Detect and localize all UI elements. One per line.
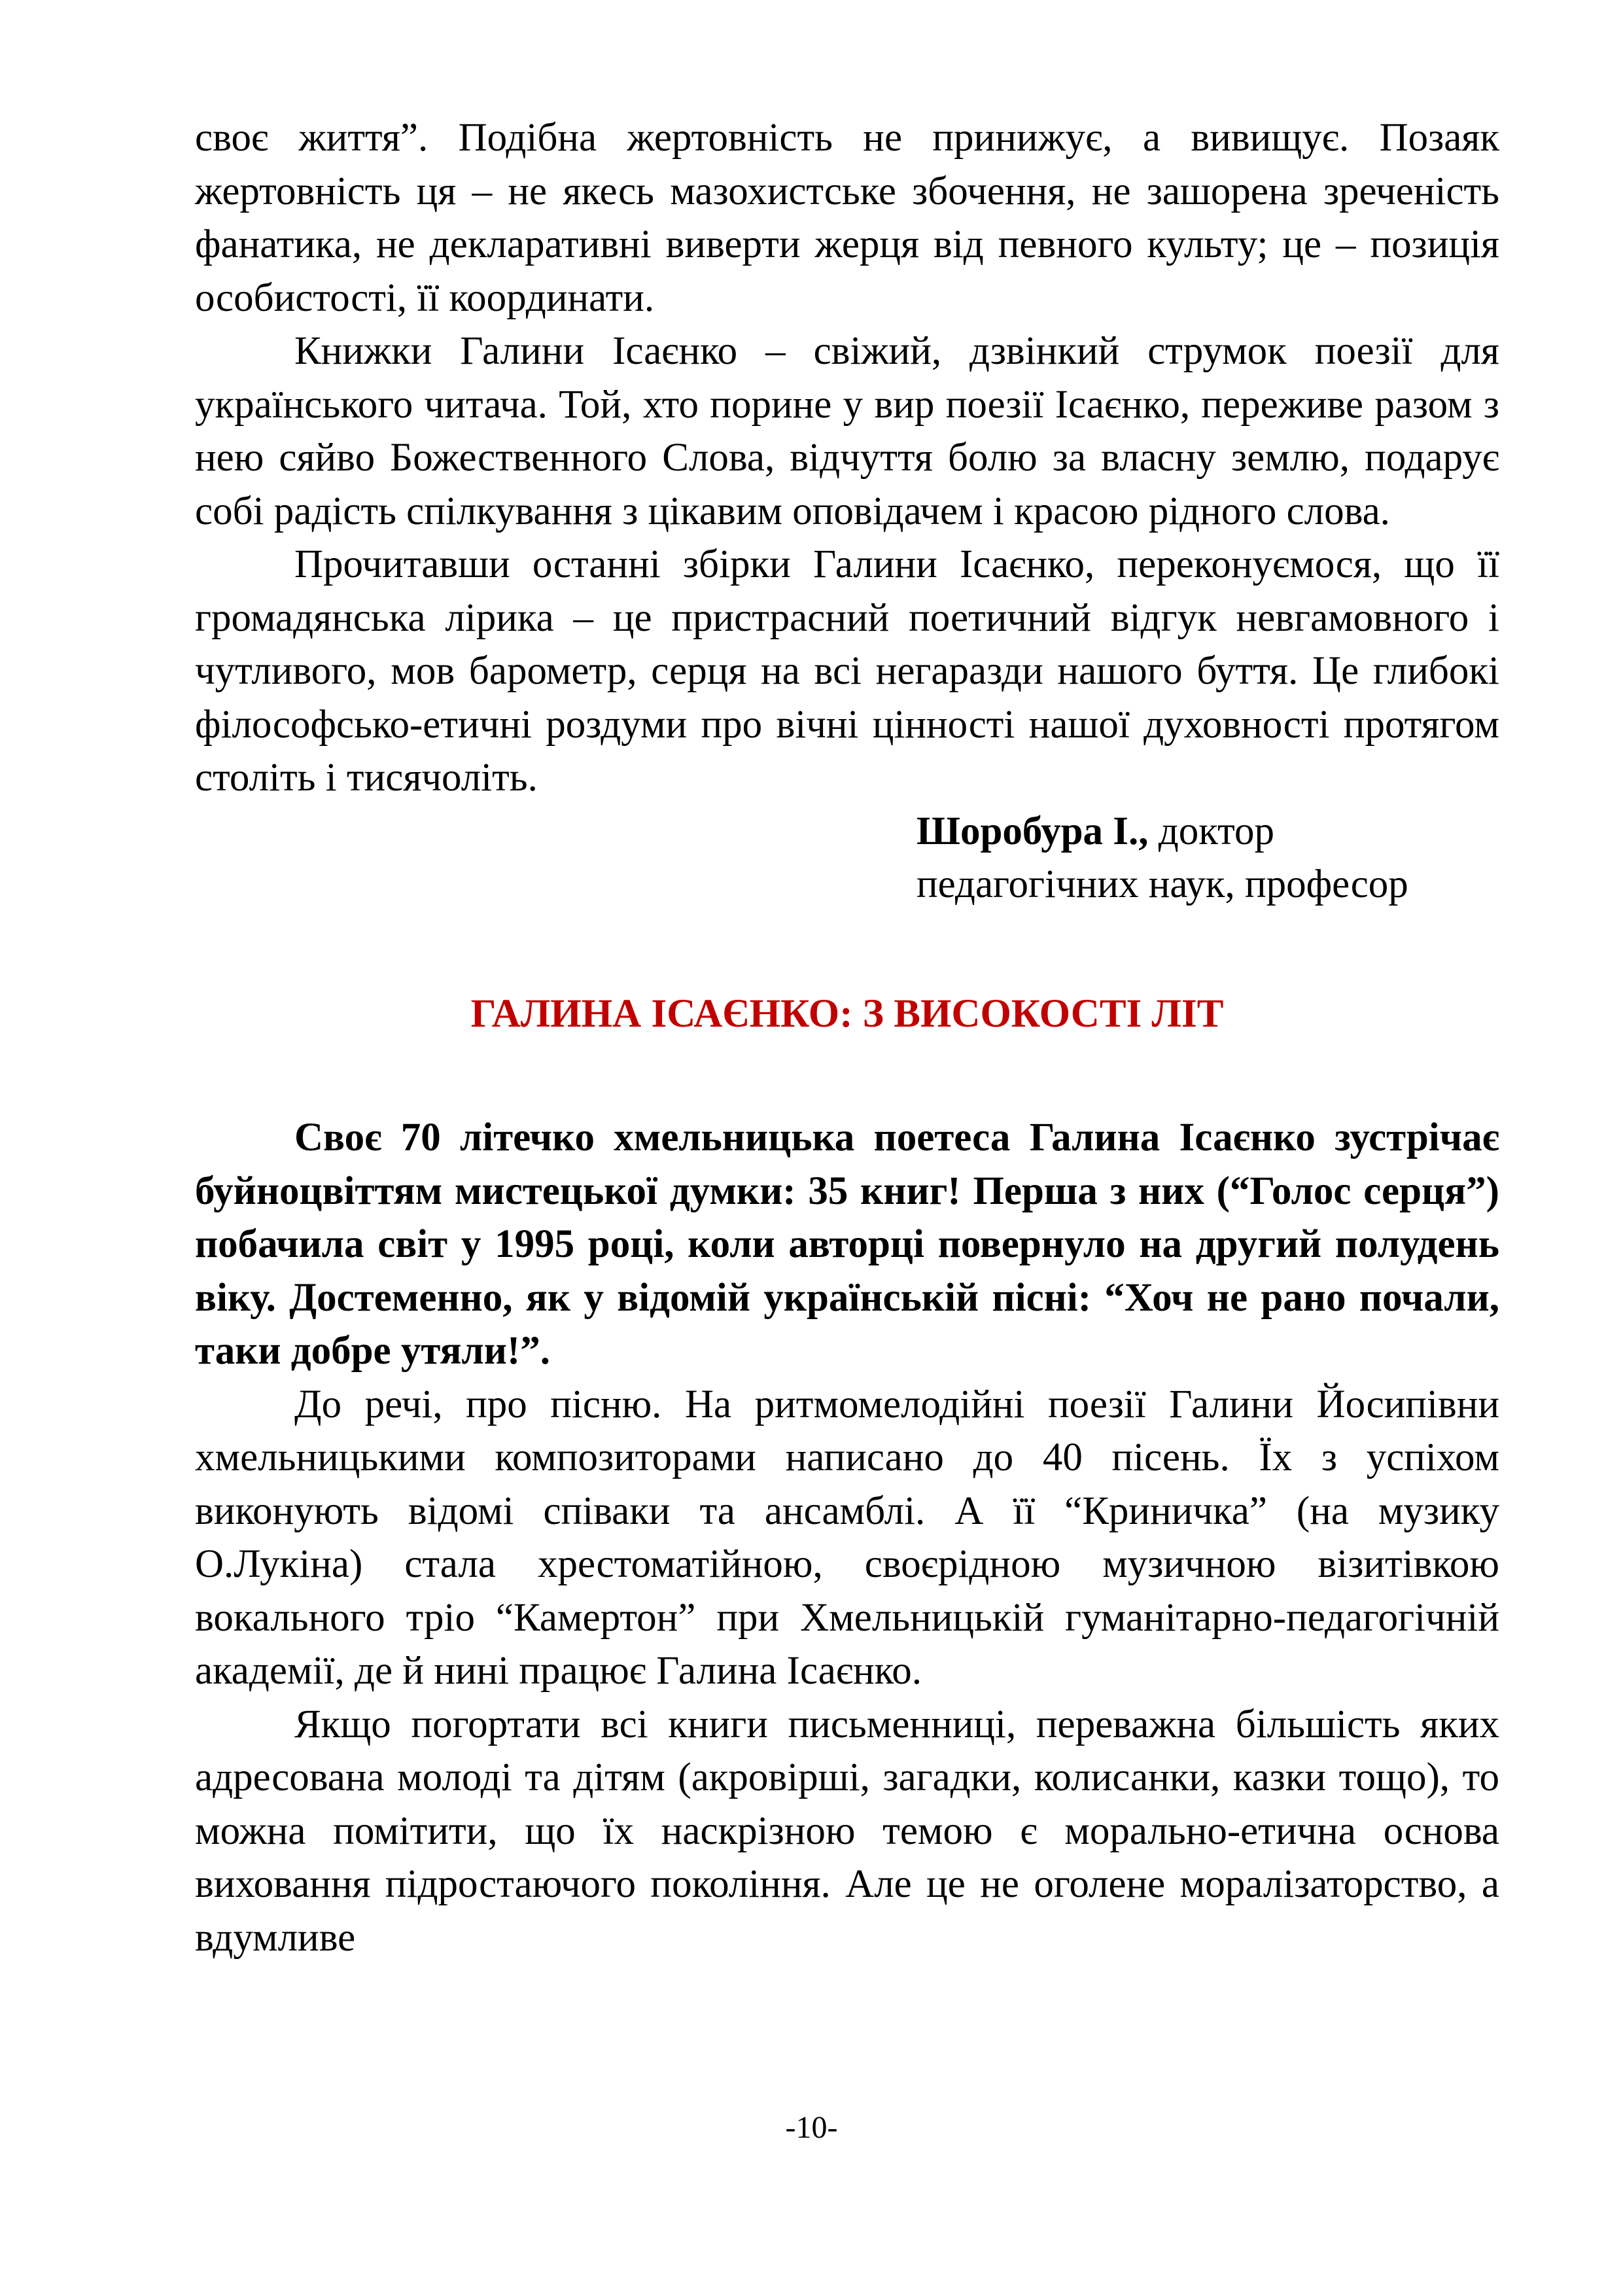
paragraph-books: Книжки Галини Ісаєнко – свіжий, дзвінкий струмок поезії для українського читача. Той, хто порине у вир поезії Ісаєнко, переживе разом з нею сяйво Божественного Слова, відчуття болю за власну землю, подарує собі радість спілкування з цікавим оповідачем і красою рідного слова. bbox=[195, 329, 1499, 533]
signature-line-2: педагогічних наук, професор bbox=[916, 862, 1408, 906]
paragraph-continuation: своє життя”. Подібна жертовність не принижує, а вивищує. Позаяк жертовність ця – не якесь мазохистське збочення, не зашорена зреченість фанатика, не декларативні виверти жерця від певного культу; це – позиція особистості, її координати. bbox=[195, 116, 1499, 320]
paragraph-songs: До речі, про пісню. На ритмомелодійні поезії Галини Йосипівни хмельницькими композиторами написано до 40 пісень. Їх з успіхом виконують відомі співаки та ансамблі. А її “Криничка” (на музику О.Лукіна) стала хрестоматійною, своєрідною музичною візитівкою вокального тріо “Камертон” при Хмельницькій гуманітарно-педагогічній академії, де й нині працює Галина Ісаєнко. bbox=[195, 1382, 1499, 1693]
signature-block bbox=[195, 805, 1499, 911]
signature-line-1 bbox=[916, 805, 1499, 858]
section-heading: ГАЛИНА ІСАЄНКО: З ВИСОКОСТІ ЛІТ bbox=[470, 991, 1224, 1036]
page-content bbox=[195, 111, 1499, 1964]
lead-paragraph: Своє 70 літечко хмельницька поетеса Галина Ісаєнко зустрічає буйноцвіттям мистецької думки: 35 книг! Перша з них (“Голос серця”) побачила світ у 1995 році, коли авторці повернуло на другий полудень віку. Достеменно, як у відомій українській пісні: “Хоч не рано почали, таки добре утяли!”. bbox=[195, 1116, 1499, 1373]
signature-title-1: доктор bbox=[1148, 809, 1274, 853]
paragraph-civic-lyrics: Прочитавши останні збірки Галини Ісаєнко, переконуємося, що її громадянська лірика – це пристрасний поетичний відгук невгамовного і чутливого, мов барометр, серця на всі негаразди нашого буття. Це глибокі філософсько-етичні роздуми про вічні цінності нашої духовності протягом століть і тисячоліть. bbox=[195, 542, 1499, 800]
paragraph-children-books: Якщо погортати всі книги письменниці, переважна більшість яких адресована молоді та дітям (акровірші, загадки, колисанки, казки тощо), то можна помітити, що їх наскрізною темою є морально-етична основа виховання підростаючого покоління. Але це не оголене моралізаторство, а вдумливе bbox=[195, 1702, 1499, 1960]
page-number: -10- bbox=[785, 2110, 838, 2145]
signature-name: Шоробура І., bbox=[916, 809, 1149, 853]
